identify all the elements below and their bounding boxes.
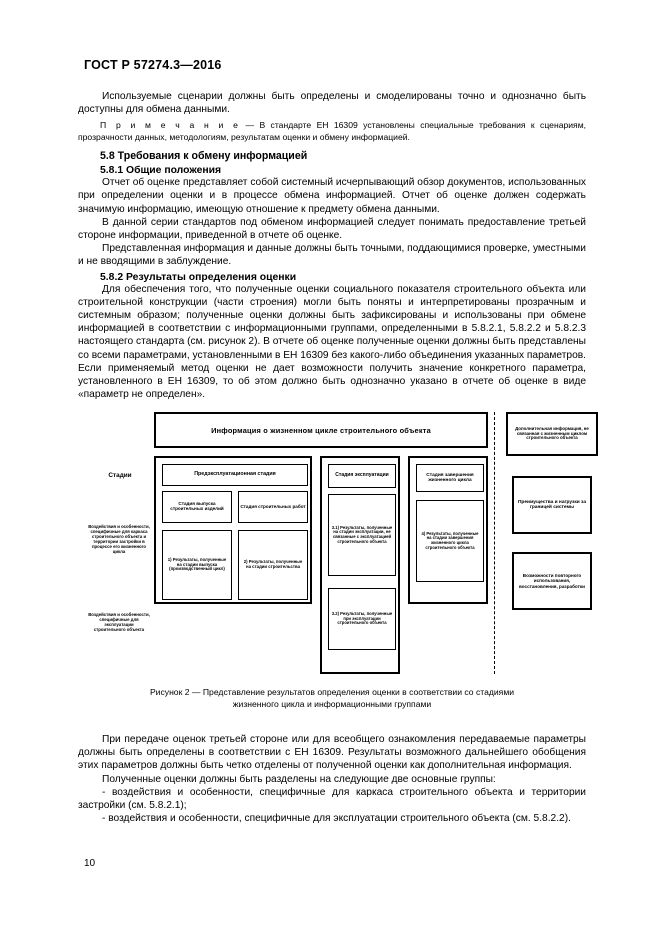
figure-box-result-3-2: 3.2) Результаты, полученные при эксплуатации строительного объекта [328, 588, 396, 650]
figure-caption-line-1: Рисунок 2 — Представление результатов определения оценки в соответствии со стадиями [149, 687, 515, 697]
body-text-bottom [78, 733, 586, 825]
note-label: П р и м е ч а н и е [100, 120, 241, 131]
bullet-operation-group: - воздействия и особенности, специфичные для эксплуатации строительного объекта (см. 5.8.2.2). [102, 813, 571, 825]
figure-box-result-4: 4) Результаты, полученные на стадии завершения жизненного цикла строительного объекта [416, 500, 484, 582]
figure-box-benefits-loads: Преимущества и нагрузки за границей системы [512, 476, 592, 534]
body-text-top [78, 90, 586, 401]
paragraph-third-party-transfer: При передаче оценок третьей стороне или для всеобщего ознакомления передаваемые параметры должны быть определены в соответствии с ЕН 16309. Результаты возможного дальнейшего обобщения этих параметров должны быть четко отделены от полученной оценки как дополнительная информация. [78, 734, 586, 772]
note-block [78, 120, 586, 143]
figure-box-result-2: 2) Результаты, полученные на стадии строительства [238, 530, 308, 600]
figure-label-structure-impacts: Воздействия и особенности, специфичные для каркаса строительного объекта и территории застройки в процессе его жизненного цикла [88, 524, 150, 555]
figure-2-diagram [88, 412, 600, 677]
figure-label-operation-impacts: Воздействия и особенности, специфичные для эксплуатации строительного объекта [88, 612, 150, 633]
figure-2-caption [78, 686, 586, 710]
figure-label-stages: Стадии [108, 472, 132, 479]
note-text: — В стандарте ЕН 16309 установлены специальные требования к сценариям, прозрачности данных, методологиям, результатам оценки и обмену информацией. [78, 120, 586, 142]
figure-box-reuse-recovery: Возможности повторного использования, восстановления, разработки [512, 552, 592, 610]
page-number: 10 [84, 858, 96, 869]
paragraph-info-exchange: В данной серии стандартов под обменом информацией следует понимать предоставление третьей стороне информации, приведенной в отчете об оценке. [78, 216, 586, 242]
figure-box-stage-use: Стадия эксплуатации [328, 464, 396, 488]
figure-system-boundary-divider [494, 412, 495, 674]
figure-title-box: Информация о жизненном цикле строительного объекта [154, 412, 488, 448]
figure-group-pre-use [154, 456, 312, 604]
figure-group-end-of-life [408, 456, 488, 604]
figure-box-result-3-1: 3.1) Результаты, полученные на стадии эксплуатации, не связанные с эксплуатацией строительного объекта [328, 494, 396, 576]
heading-5-8: 5.8 Требования к обмену информацией [100, 150, 308, 163]
paragraph-scenarios: Используемые сценарии должны быть определены и смоделированы точно и однозначно быть доступны для обмена данными. [78, 91, 586, 116]
page-header-standard-code: ГОСТ Р 57274.3—2016 [84, 58, 222, 72]
figure-caption-line-2: жизненного цикла и информационными группами [232, 699, 432, 709]
paragraph-assessment-results: Для обеспечения того, что полученные оценки социального показателя строительного объекта или строительной конструкции (части строения) могли быть поняты и интерпретированы прозрачным и системным образом; полученные оценки должны быть зафиксированы и использованы при обмене информацией в соответствии с информационными группами, определенными в 5.8.2.1, 5.8.2.2 и 5.8.2.3 настоящего стандарта (см. рисунок 2). В отчете об оценке полученные оценки должны быть представлены со всеми параметрами, установленными в ЕН 16309 без какого-либо объединения указанных параметров. Если применяемый метод оценки не дает возможности получить значение конкретного параметра, установленного в ЕН 16309, то об этом должно быть однозначно указано в отчете об оценке в виде «параметр не определен». [78, 283, 586, 401]
figure-box-stage-end-of-life: Стадия завершения жизненного цикла [416, 464, 484, 492]
figure-box-result-1: 1) Результаты, полученные на стадии выпуска (производственный цикл) [162, 530, 232, 600]
paragraph-report-overview: Отчет об оценке представляет собой системный исчерпывающий обзор документов, использованных при определении оценки и в процессе обмена информацией. Отчет об оценке должен содержать значимую информацию, имеющую отношение к предмету обмена данными. [78, 177, 586, 215]
figure-group-use [320, 456, 400, 674]
paragraph-two-groups: Полученные оценки должны быть разделены на следующие две основные группы: [102, 773, 496, 785]
figure-main-frame [154, 412, 488, 674]
figure-box-stage-pre: Предэксплуатационная стадия [162, 464, 308, 486]
heading-5-8-1: 5.8.1 Общие положения [100, 165, 222, 177]
bullet-structure-group: - воздействия и особенности, специфичные для каркаса строительного объекта и территории застройки (см. 5.8.2.1); [78, 786, 586, 812]
figure-box-stage-production: Стадия выпуска строительных изделий [162, 491, 232, 523]
heading-5-8-2: 5.8.2 Результаты определения оценки [100, 271, 297, 283]
paragraph-accuracy: Представленная информация и данные должны быть точными, поддающимися проверке, уместными и не вводящими в заблуждение. [78, 243, 586, 268]
figure-box-stage-construction: Стадия строительных работ [238, 491, 308, 523]
figure-box-additional-info: Дополнительная информация, не связанная с жизненным циклом строительного объекта [506, 412, 598, 456]
